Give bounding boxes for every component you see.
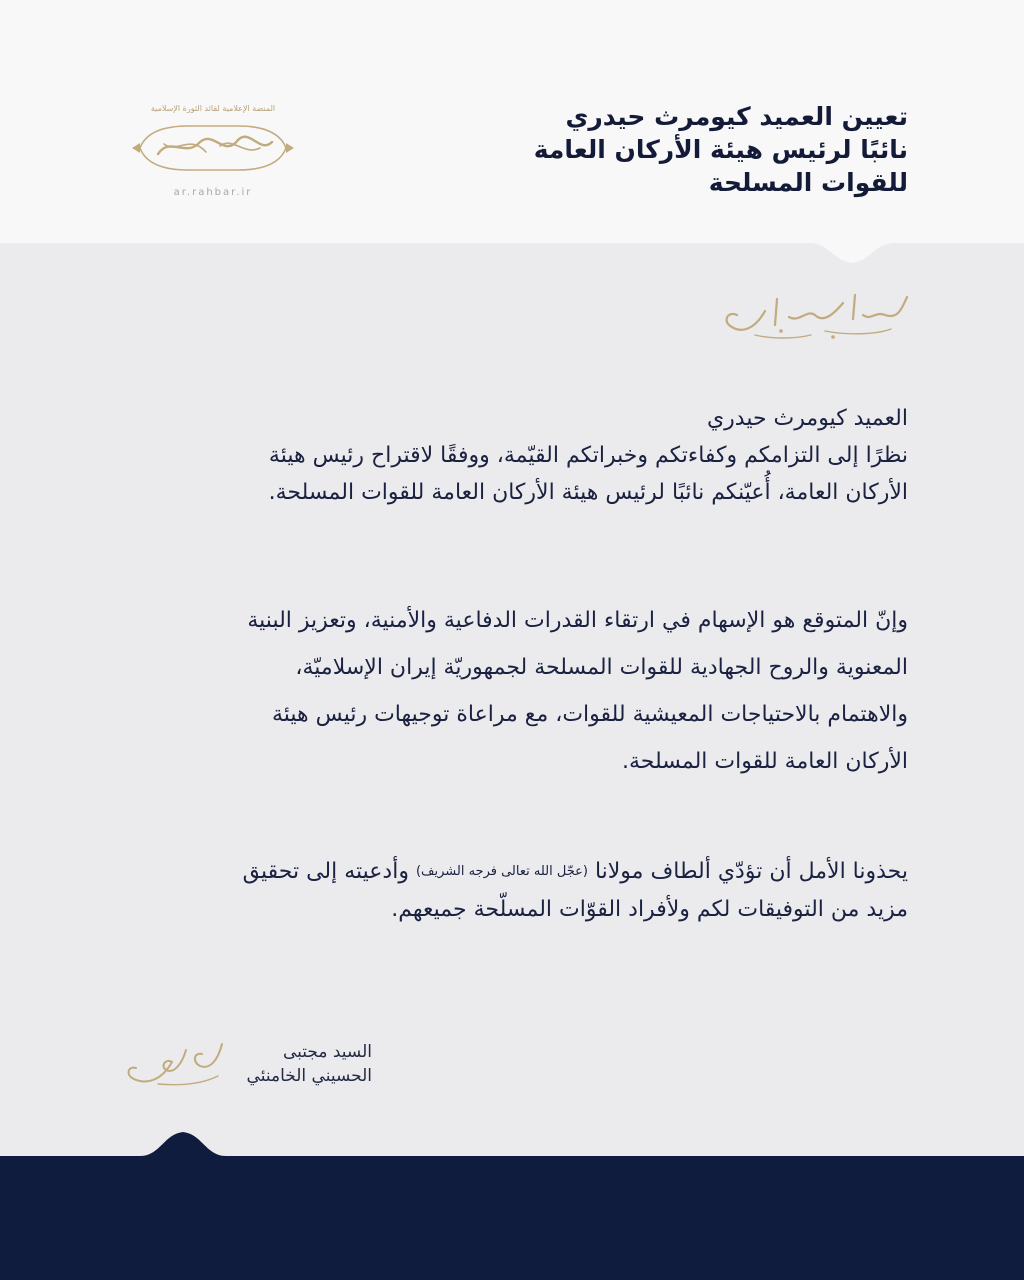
p3-line-2: مزيد من التوفيقات لكم ولأفراد القوّات المسلّحة جميعهم. [391, 897, 908, 922]
p3-line-1 [148, 853, 908, 891]
basmala-calligraphy [715, 285, 915, 347]
p3-line-1-start: يحذونا الأمل أن تؤدّي ألطاف مولانا [594, 859, 908, 884]
salutation: العميد كيومرث حيدري [706, 406, 908, 431]
page-title [388, 100, 908, 199]
title-line-3: للقوات المسلحة [708, 168, 908, 197]
logo-caption: المنصة الإعلامية لقائد الثورة الإسلامية [150, 104, 276, 113]
logo-url: ar.rahbar.ir [173, 187, 253, 198]
header-notch [0, 243, 1024, 273]
signatory-name-line-1: السيد مجتبى [282, 1042, 372, 1062]
p1-line-2: الأركان العامة، أُعيّنكم نائبًا لرئيس هيئة الأركان العامة للقوات المسلحة. [268, 480, 908, 505]
signatory-name [247, 1040, 372, 1088]
letter-paragraph-2 [148, 597, 908, 785]
signatory-name-line-2: الحسيني الخامنئي [246, 1066, 372, 1086]
p2-line-3: والاهتمام بالاحتياجات المعيشية للقوات، مع مراعاة توجيهات رئيس هيئة [271, 702, 908, 727]
p2-line-1: وإنّ المتوقع هو الإسهام في ارتقاء القدرات الدفاعية والأمنية، وتعزيز البنية [247, 608, 908, 633]
p2-line-2: المعنوية والروح الجهادية للقوات المسلحة لجمهوريّة إيران الإسلاميّة، [295, 655, 908, 680]
p2-line-4: الأركان العامة للقوات المسلحة. [621, 749, 908, 774]
title-line-1: تعيين العميد كيومرث حيدري [565, 102, 908, 131]
title-line-2: نائبًا لرئيس هيئة الأركان العامة [533, 135, 908, 164]
handwritten-signature [122, 1030, 228, 1096]
letter-paragraph-3 [148, 853, 908, 929]
letter-paragraph-1 [148, 400, 908, 511]
p3-parenthetical: (عجّل الله تعالى فرجه الشريف) [415, 864, 588, 879]
p3-line-1-end: وأدعيته إلى تحقيق [242, 859, 409, 884]
footer-band [0, 1128, 1024, 1280]
p1-line-1: نظرًا إلى التزامكم وكفاءتكم وخبراتكم القيّمة، ووفقًا لاقتراح رئيس هيئة [268, 443, 908, 468]
